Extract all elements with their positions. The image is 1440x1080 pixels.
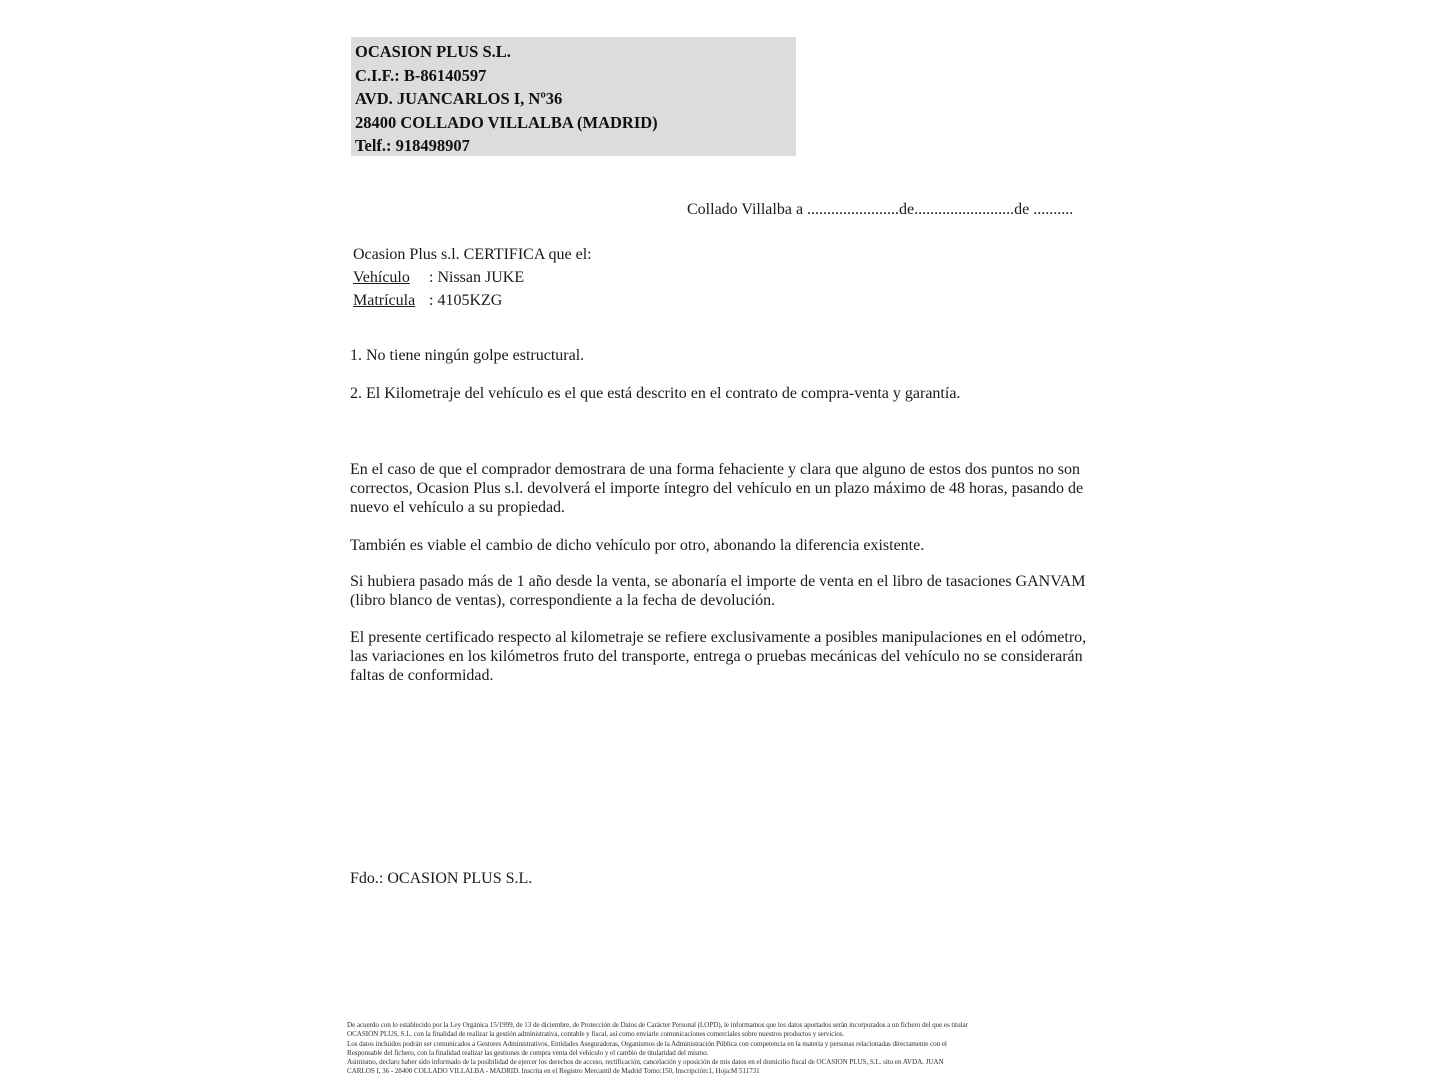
legal-footer: [347, 1021, 1097, 1077]
legal-line: Los datos incluidos podrán ser comunicados a Gestores Administrativos, Entidades Aseguradoras, Organismos de la Administración Pública con competencia en la materia y personas relacionadas directamente con el: [347, 1039, 947, 1048]
certify-block: [353, 243, 592, 312]
date-line: Collado Villalba a .......................de.........................de ..........: [687, 201, 1074, 218]
vehicle-value: Nissan JUKE: [437, 269, 525, 286]
vehicle-label: Vehículo: [353, 269, 410, 286]
plate-label: Matrícula: [353, 292, 416, 309]
point-mileage: 2. El Kilometraje del vehículo es el que está descrito en el contrato de compra-venta y garantía.: [350, 385, 961, 402]
paragraph-ganvam: Si hubiera pasado más de 1 año desde la venta, se abonaría el importe de venta en el libro de tasaciones GANVAM (libro blanco de ventas), correspondiente a la fecha de devolución.: [350, 573, 1086, 609]
plate-separator: :: [429, 292, 434, 309]
legal-line: OCASIÓN PLUS, S.L. con la finalidad de realizar la gestión administrativa, contable y fiscal, así como enviarle comunicaciones comerciales sobre nuestros productos y servicios.: [347, 1030, 845, 1039]
legal-line: CARLOS I, 36 - 28400 COLLADO VILLALBA - MADRID. Inscrita en el Registro Mercantil de Madrid Tomo:150, Inscripción:1, Hoja:M 511731: [347, 1067, 760, 1076]
legal-line: De acuerdo con lo establecido por la Ley Orgánica 15/1999, de 13 de diciembre, de Protección de Datos de Carácter Personal (LOPD), le informamos que los datos aportados serán incorporados a un fichero del que es titular: [347, 1021, 968, 1029]
plate-value: 4105KZG: [437, 292, 503, 309]
point-structural: 1. No tiene ningún golpe estructural.: [350, 347, 585, 364]
paragraph-exchange: También es viable el cambio de dicho vehículo por otro, abonando la diferencia existente.: [350, 537, 925, 554]
company-address: AVD. JUANCARLOS I, Nº36: [355, 89, 563, 109]
signature-line: Fdo.: OCASION PLUS S.L.: [350, 870, 533, 887]
company-city: 28400 COLLADO VILLALBA (MADRID): [355, 112, 658, 132]
company-name: OCASION PLUS S.L.: [355, 42, 511, 61]
paragraph-refund: En el caso de que el comprador demostrara de una forma fehaciente y clara que alguno de estos dos puntos no son correctos, Ocasion Plus s.l. devolverá el importe íntegro del vehículo en un plazo máximo de 48 horas, pasando de nuevo el vehículo a su propiedad.: [350, 461, 1084, 516]
paragraph-odometer: El presente certificado respecto al kilometraje se refiere exclusivamente a posibles manipulaciones en el odómetro, las variaciones en los kilómetros fruto del transporte, entrega o pruebas mecánicas del vehículo no se considerarán faltas de conformidad.: [350, 629, 1087, 684]
legal-line: Responsable del fichero, con la finalidad realizar las gestiones de compra venta del vehículo y el cambio de titularidad del mismo.: [347, 1048, 709, 1057]
plate-field: [353, 289, 592, 312]
legal-line: Asimismo, declaro haber sido informado de la posibilidad de ejercer los derechos de acceso, rectificación, cancelación y oposición de mis datos en el domicilio fiscal de OCASIÓN PLUS, S.L. sito en AVDA. JUAN: [347, 1058, 944, 1067]
company-phone: Telf.: 918498907: [355, 136, 470, 156]
company-header-box: [351, 37, 796, 156]
vehicle-separator: :: [429, 269, 434, 286]
company-cif: C.I.F.: B-86140597: [355, 65, 487, 85]
certify-intro: Ocasion Plus s.l. CERTIFICA que el:: [353, 246, 592, 263]
vehicle-field: [353, 266, 592, 289]
